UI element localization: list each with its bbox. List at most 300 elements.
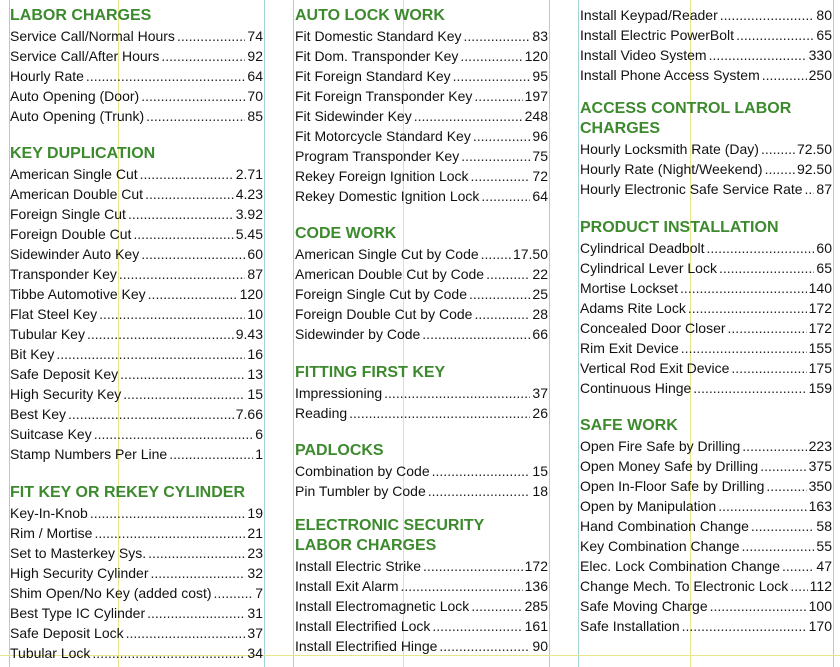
- item-price: 65: [816, 27, 832, 43]
- price-row: [295, 576, 548, 596]
- item-price: 26: [532, 405, 548, 421]
- dot-leader: [147, 603, 245, 623]
- item-price: 65: [816, 260, 832, 276]
- item-price: 80: [816, 7, 832, 23]
- price-row: [295, 324, 548, 344]
- item-price: 5.45: [235, 226, 263, 242]
- item-label: High Security Key: [10, 386, 122, 402]
- item-price: 136: [524, 578, 548, 594]
- item-label: Rekey Foreign Ignition Lock: [295, 168, 469, 184]
- price-row: [295, 186, 548, 206]
- price-row: [10, 184, 263, 204]
- item-price: 285: [524, 598, 548, 614]
- item-price: 92.50: [796, 161, 832, 177]
- dot-leader: [461, 146, 530, 166]
- item-price: 18: [532, 483, 548, 499]
- item-label: Rim Exit Device: [580, 340, 679, 356]
- item-label: Safe Moving Charge: [580, 598, 708, 614]
- item-label: Best Type IC Cylinder: [10, 605, 146, 621]
- item-price: 31: [247, 605, 263, 621]
- dot-leader: [474, 304, 530, 324]
- item-label: Tubular Lock: [10, 645, 91, 661]
- price-row: [580, 378, 832, 398]
- item-label: American Single Cut: [10, 166, 138, 182]
- price-row: [10, 344, 263, 364]
- price-row: [295, 146, 548, 166]
- item-price: 248: [524, 108, 548, 124]
- item-price: 4.23: [235, 186, 263, 202]
- dot-leader: [471, 166, 531, 186]
- item-label: Open In-Floor Safe by Drilling: [580, 478, 765, 494]
- dot-leader: [782, 556, 814, 576]
- item-price: 16: [247, 346, 263, 362]
- item-price: 21: [247, 525, 263, 541]
- price-row: [580, 258, 832, 278]
- item-price: 1: [255, 446, 263, 462]
- item-label: Program Transponder Key: [295, 148, 460, 164]
- dot-leader: [94, 424, 253, 444]
- price-row: [295, 616, 548, 636]
- item-price: 175: [808, 360, 832, 376]
- dot-leader: [151, 563, 246, 583]
- price-row: [580, 536, 832, 556]
- item-label: Suitcase Key: [10, 426, 92, 442]
- section-heading: FIT KEY OR REKEY CYLINDER: [10, 484, 245, 501]
- item-label: Auto Opening (Trunk): [10, 108, 145, 124]
- item-label: Open Fire Safe by Drilling: [580, 438, 741, 454]
- item-label: Hourly Rate (Night/Weekend): [580, 161, 763, 177]
- dot-leader: [414, 106, 523, 126]
- item-label: Open Money Safe by Drilling: [580, 458, 759, 474]
- item-label: Combination by Code: [295, 463, 430, 479]
- item-label: Foreign Double Cut by Code: [295, 306, 473, 322]
- dot-leader: [432, 461, 531, 481]
- dot-leader: [790, 576, 807, 596]
- item-label: Install Electric PowerBolt: [580, 27, 735, 43]
- item-price: 170: [808, 618, 832, 634]
- price-row: [295, 596, 548, 616]
- price-row: [580, 576, 832, 596]
- item-price: 172: [524, 558, 548, 574]
- item-label: Fit Foreign Standard Key: [295, 68, 451, 84]
- item-label: Service Call/Normal Hours: [10, 28, 175, 44]
- dot-leader: [384, 383, 530, 403]
- item-price: 155: [808, 340, 832, 356]
- dot-leader: [728, 318, 807, 338]
- item-price: 75: [532, 148, 548, 164]
- item-price: 13: [247, 366, 263, 382]
- price-row: [295, 86, 548, 106]
- price-row: [580, 456, 832, 476]
- item-price: 95: [532, 68, 548, 84]
- price-row: [580, 45, 832, 65]
- item-label: Foreign Double Cut: [10, 226, 132, 242]
- dot-leader: [133, 224, 233, 244]
- price-row: [580, 496, 832, 516]
- dot-leader: [762, 65, 807, 85]
- item-label: Rim / Mortise: [10, 525, 93, 541]
- item-price: 350: [808, 478, 832, 494]
- item-price: 96: [532, 128, 548, 144]
- price-row: [10, 46, 263, 66]
- item-price: 3.92: [235, 206, 263, 222]
- item-price: 87: [247, 266, 263, 282]
- section-heading: FITTING FIRST KEY: [295, 364, 446, 381]
- price-row: [295, 304, 548, 324]
- item-label: Elec. Lock Combination Change: [580, 558, 781, 574]
- item-price: 92: [247, 48, 263, 64]
- price-row: [10, 543, 263, 563]
- dot-leader: [453, 66, 531, 86]
- dot-leader: [422, 324, 530, 344]
- dot-leader: [119, 264, 246, 284]
- dot-leader: [94, 523, 245, 543]
- item-label: Safe Deposit Key: [10, 366, 119, 382]
- item-label: Flat Steel Key: [10, 306, 98, 322]
- item-label: Install Phone Access System: [580, 67, 760, 83]
- dot-leader: [120, 364, 245, 384]
- dot-leader: [90, 503, 246, 523]
- dot-leader: [693, 378, 806, 398]
- dot-leader: [141, 86, 245, 106]
- dot-leader: [736, 25, 814, 45]
- price-row: [295, 403, 548, 423]
- item-price: 120: [239, 286, 263, 302]
- item-label: Open by Manipulation: [580, 498, 717, 514]
- item-label: Tubular Key: [10, 326, 85, 342]
- item-price: 58: [816, 518, 832, 534]
- dot-leader: [742, 436, 806, 456]
- price-row: [580, 25, 832, 45]
- item-price: 197: [524, 88, 548, 104]
- item-price: 47: [816, 558, 832, 574]
- dot-leader: [145, 184, 234, 204]
- price-row: [580, 436, 832, 456]
- price-row: [580, 298, 832, 318]
- item-label: Transponder Key: [10, 266, 117, 282]
- price-row: [10, 623, 263, 643]
- dot-leader: [423, 556, 523, 576]
- section-heading: KEY DUPLICATION: [10, 145, 156, 162]
- item-label: Install Keypad/Reader: [580, 7, 718, 23]
- dot-leader: [765, 159, 795, 179]
- guide-line: [293, 0, 294, 667]
- item-label: Tibbe Automotive Key: [10, 286, 146, 302]
- item-label: Cylindrical Lever Lock: [580, 260, 717, 276]
- item-price: 140: [808, 280, 832, 296]
- dot-leader: [469, 284, 530, 304]
- dot-leader: [169, 444, 253, 464]
- dot-leader: [481, 244, 511, 264]
- dot-leader: [161, 46, 245, 66]
- dot-leader: [214, 583, 254, 603]
- price-row: [10, 364, 263, 384]
- dot-leader: [141, 244, 245, 264]
- dot-leader: [148, 284, 238, 304]
- item-label: Sidewinder by Code: [295, 326, 421, 342]
- dot-leader: [486, 264, 530, 284]
- price-row: [10, 583, 263, 603]
- dot-leader: [471, 596, 522, 616]
- section-heading: AUTO LOCK WORK: [295, 7, 445, 24]
- item-label: Foreign Single Cut: [10, 206, 126, 222]
- item-label: Install Electromagnetic Lock: [295, 598, 470, 614]
- dot-leader: [146, 106, 245, 126]
- item-price: 23: [247, 545, 263, 561]
- item-label: American Double Cut by Code: [295, 266, 485, 282]
- item-price: 87: [816, 181, 832, 197]
- price-row: [580, 179, 832, 199]
- price-row: [10, 384, 263, 404]
- dot-leader: [682, 616, 807, 636]
- dot-leader: [718, 496, 806, 516]
- item-label: Concealed Door Closer: [580, 320, 726, 336]
- item-price: 17.50: [512, 246, 548, 262]
- dot-leader: [464, 26, 531, 46]
- price-row: [10, 244, 263, 264]
- dot-leader: [86, 66, 246, 86]
- dot-leader: [92, 643, 245, 663]
- price-row: [295, 46, 548, 66]
- item-price: 22: [532, 266, 548, 282]
- item-label: Hand Combination Change: [580, 518, 749, 534]
- item-price: 60: [816, 240, 832, 256]
- dot-leader: [123, 384, 245, 404]
- item-price: 37: [247, 625, 263, 641]
- dot-leader: [177, 26, 245, 46]
- price-row: [10, 424, 263, 444]
- dot-leader: [761, 139, 795, 159]
- dot-leader: [680, 278, 807, 298]
- price-row: [580, 616, 832, 636]
- price-row: [10, 324, 263, 344]
- item-label: Pin Tumbler by Code: [295, 483, 426, 499]
- item-label: Hourly Locksmith Rate (Day): [580, 141, 759, 157]
- price-row: [295, 126, 548, 146]
- price-row: [10, 304, 263, 324]
- dot-leader: [400, 576, 522, 596]
- dot-leader: [473, 126, 531, 146]
- item-price: 15: [532, 463, 548, 479]
- item-label: Mortise Lockset: [580, 280, 679, 296]
- item-price: 70: [247, 88, 263, 104]
- item-price: 74: [247, 28, 263, 44]
- section-heading: LABOR CHARGES: [10, 7, 152, 24]
- dot-leader: [432, 616, 522, 636]
- dot-leader: [56, 344, 245, 364]
- dot-leader: [148, 543, 245, 563]
- item-price: 159: [808, 380, 832, 396]
- price-row: [295, 244, 548, 264]
- dot-leader: [766, 476, 806, 496]
- price-row: [10, 563, 263, 583]
- price-row: [580, 278, 832, 298]
- item-price: 32: [247, 565, 263, 581]
- item-label: Fit Domestic Standard Key: [295, 28, 462, 44]
- item-label: Hourly Rate: [10, 68, 84, 84]
- dot-leader: [439, 636, 530, 656]
- item-price: 172: [808, 320, 832, 336]
- guide-line: [264, 0, 265, 667]
- section-heading: ACCESS CONTROL LABOR: [580, 100, 792, 117]
- item-label: Fit Dom. Transponder Key: [295, 48, 459, 64]
- item-label: Safe Installation: [580, 618, 680, 634]
- dot-leader: [731, 358, 806, 378]
- item-label: Sidewinder Auto Key: [10, 246, 140, 262]
- item-label: American Double Cut: [10, 186, 144, 202]
- item-price: 37: [532, 385, 548, 401]
- item-label: Foreign Single Cut by Code: [295, 286, 467, 302]
- price-row: [580, 139, 832, 159]
- price-row: [10, 224, 263, 244]
- section-heading: SAFE WORK: [580, 417, 678, 434]
- price-row: [295, 284, 548, 304]
- dot-leader: [460, 46, 522, 66]
- price-row: [10, 404, 263, 424]
- dot-leader: [428, 481, 531, 501]
- item-label: Hourly Electronic Safe Service Rate: [580, 181, 803, 197]
- item-price: 55: [816, 538, 832, 554]
- item-price: 64: [532, 188, 548, 204]
- section-heading: CHARGES: [580, 120, 661, 137]
- guide-line: [578, 0, 579, 667]
- section-heading: CODE WORK: [295, 225, 397, 242]
- dot-leader: [87, 324, 234, 344]
- item-price: 163: [808, 498, 832, 514]
- price-row: [580, 65, 832, 85]
- dot-leader: [681, 338, 807, 358]
- item-label: Safe Deposit Lock: [10, 625, 124, 641]
- price-row: [10, 164, 263, 184]
- item-label: Bit Key: [10, 346, 55, 362]
- item-label: Best Key: [10, 406, 67, 422]
- price-row: [10, 86, 263, 106]
- dot-leader: [128, 204, 234, 224]
- item-price: 172: [808, 300, 832, 316]
- price-row: [10, 66, 263, 86]
- item-label: Fit Motorcycle Standard Key: [295, 128, 471, 144]
- item-label: Continuous Hinge: [580, 380, 692, 396]
- dot-leader: [742, 536, 815, 556]
- section-heading: ELECTRONIC SECURITY: [295, 517, 485, 534]
- item-price: 112: [809, 578, 832, 594]
- item-label: Install Electrified Hinge: [295, 638, 438, 654]
- dot-leader: [805, 179, 815, 199]
- item-price: 161: [524, 618, 548, 634]
- dot-leader: [760, 456, 806, 476]
- price-row: [580, 159, 832, 179]
- dot-leader: [709, 45, 807, 65]
- dot-leader: [349, 403, 530, 423]
- item-price: 28: [532, 306, 548, 322]
- item-price: 330: [808, 47, 832, 63]
- item-price: 9.43: [235, 326, 263, 342]
- dot-leader: [99, 304, 245, 324]
- item-label: Rekey Domestic Ignition Lock: [295, 188, 480, 204]
- price-row: [10, 26, 263, 46]
- guide-line: [549, 0, 550, 667]
- price-row: [295, 556, 548, 576]
- item-label: Shim Open/No Key (added cost): [10, 585, 212, 601]
- item-label: Key-In-Knob: [10, 505, 88, 521]
- item-label: Reading: [295, 405, 348, 421]
- item-label: Stamp Numbers Per Line: [10, 446, 168, 462]
- price-row: [10, 204, 263, 224]
- price-row: [10, 264, 263, 284]
- dot-leader: [751, 516, 815, 536]
- price-row: [295, 106, 548, 126]
- price-row: [10, 523, 263, 543]
- price-row: [10, 503, 263, 523]
- item-price: 90: [532, 638, 548, 654]
- dot-leader: [719, 258, 814, 278]
- price-row: [10, 106, 263, 126]
- price-row: [295, 26, 548, 46]
- price-row: [580, 5, 832, 25]
- item-label: High Security Cylinder: [10, 565, 149, 581]
- item-price: 15: [247, 386, 263, 402]
- price-row: [10, 284, 263, 304]
- price-row: [295, 461, 548, 481]
- price-row: [580, 358, 832, 378]
- item-price: 83: [532, 28, 548, 44]
- item-price: 223: [808, 438, 832, 454]
- item-price: 66: [532, 326, 548, 342]
- item-label: Adams Rite Lock: [580, 300, 686, 316]
- item-label: Install Electric Strike: [295, 558, 422, 574]
- item-label: Install Electrified Lock: [295, 618, 431, 634]
- price-row: [295, 383, 548, 403]
- dot-leader: [474, 86, 522, 106]
- dot-leader: [140, 164, 234, 184]
- item-label: Auto Opening (Door): [10, 88, 140, 104]
- item-price: 375: [808, 458, 832, 474]
- price-row: [580, 516, 832, 536]
- dot-leader: [688, 298, 807, 318]
- section-heading: PADLOCKS: [295, 442, 384, 459]
- item-label: Install Exit Alarm: [295, 578, 399, 594]
- item-label: Fit Foreign Transponder Key: [295, 88, 473, 104]
- price-row: [10, 444, 263, 464]
- item-price: 64: [247, 68, 263, 84]
- price-row: [580, 556, 832, 576]
- section-heading: LABOR CHARGES: [295, 537, 437, 554]
- item-price: 85: [247, 108, 263, 124]
- item-price: 100: [808, 598, 832, 614]
- price-row: [10, 643, 263, 663]
- dot-leader: [126, 623, 246, 643]
- item-price: 6: [255, 426, 263, 442]
- item-label: Fit Sidewinder Key: [295, 108, 412, 124]
- dot-leader: [481, 186, 530, 206]
- price-row: [295, 264, 548, 284]
- price-row: [295, 481, 548, 501]
- price-row: [295, 66, 548, 86]
- price-row: [580, 596, 832, 616]
- dot-leader: [710, 596, 807, 616]
- item-label: Vertical Rod Exit Device: [580, 360, 730, 376]
- item-price: 120: [524, 48, 548, 64]
- item-price: 250: [808, 67, 832, 83]
- item-label: Set to Masterkey Sys.: [10, 545, 147, 561]
- item-price: 25: [532, 286, 548, 302]
- item-label: Cylindrical Deadbolt: [580, 240, 705, 256]
- item-label: Impressioning: [295, 385, 383, 401]
- dot-leader: [707, 238, 815, 258]
- price-row: [580, 476, 832, 496]
- item-price: 60: [247, 246, 263, 262]
- price-row: [580, 238, 832, 258]
